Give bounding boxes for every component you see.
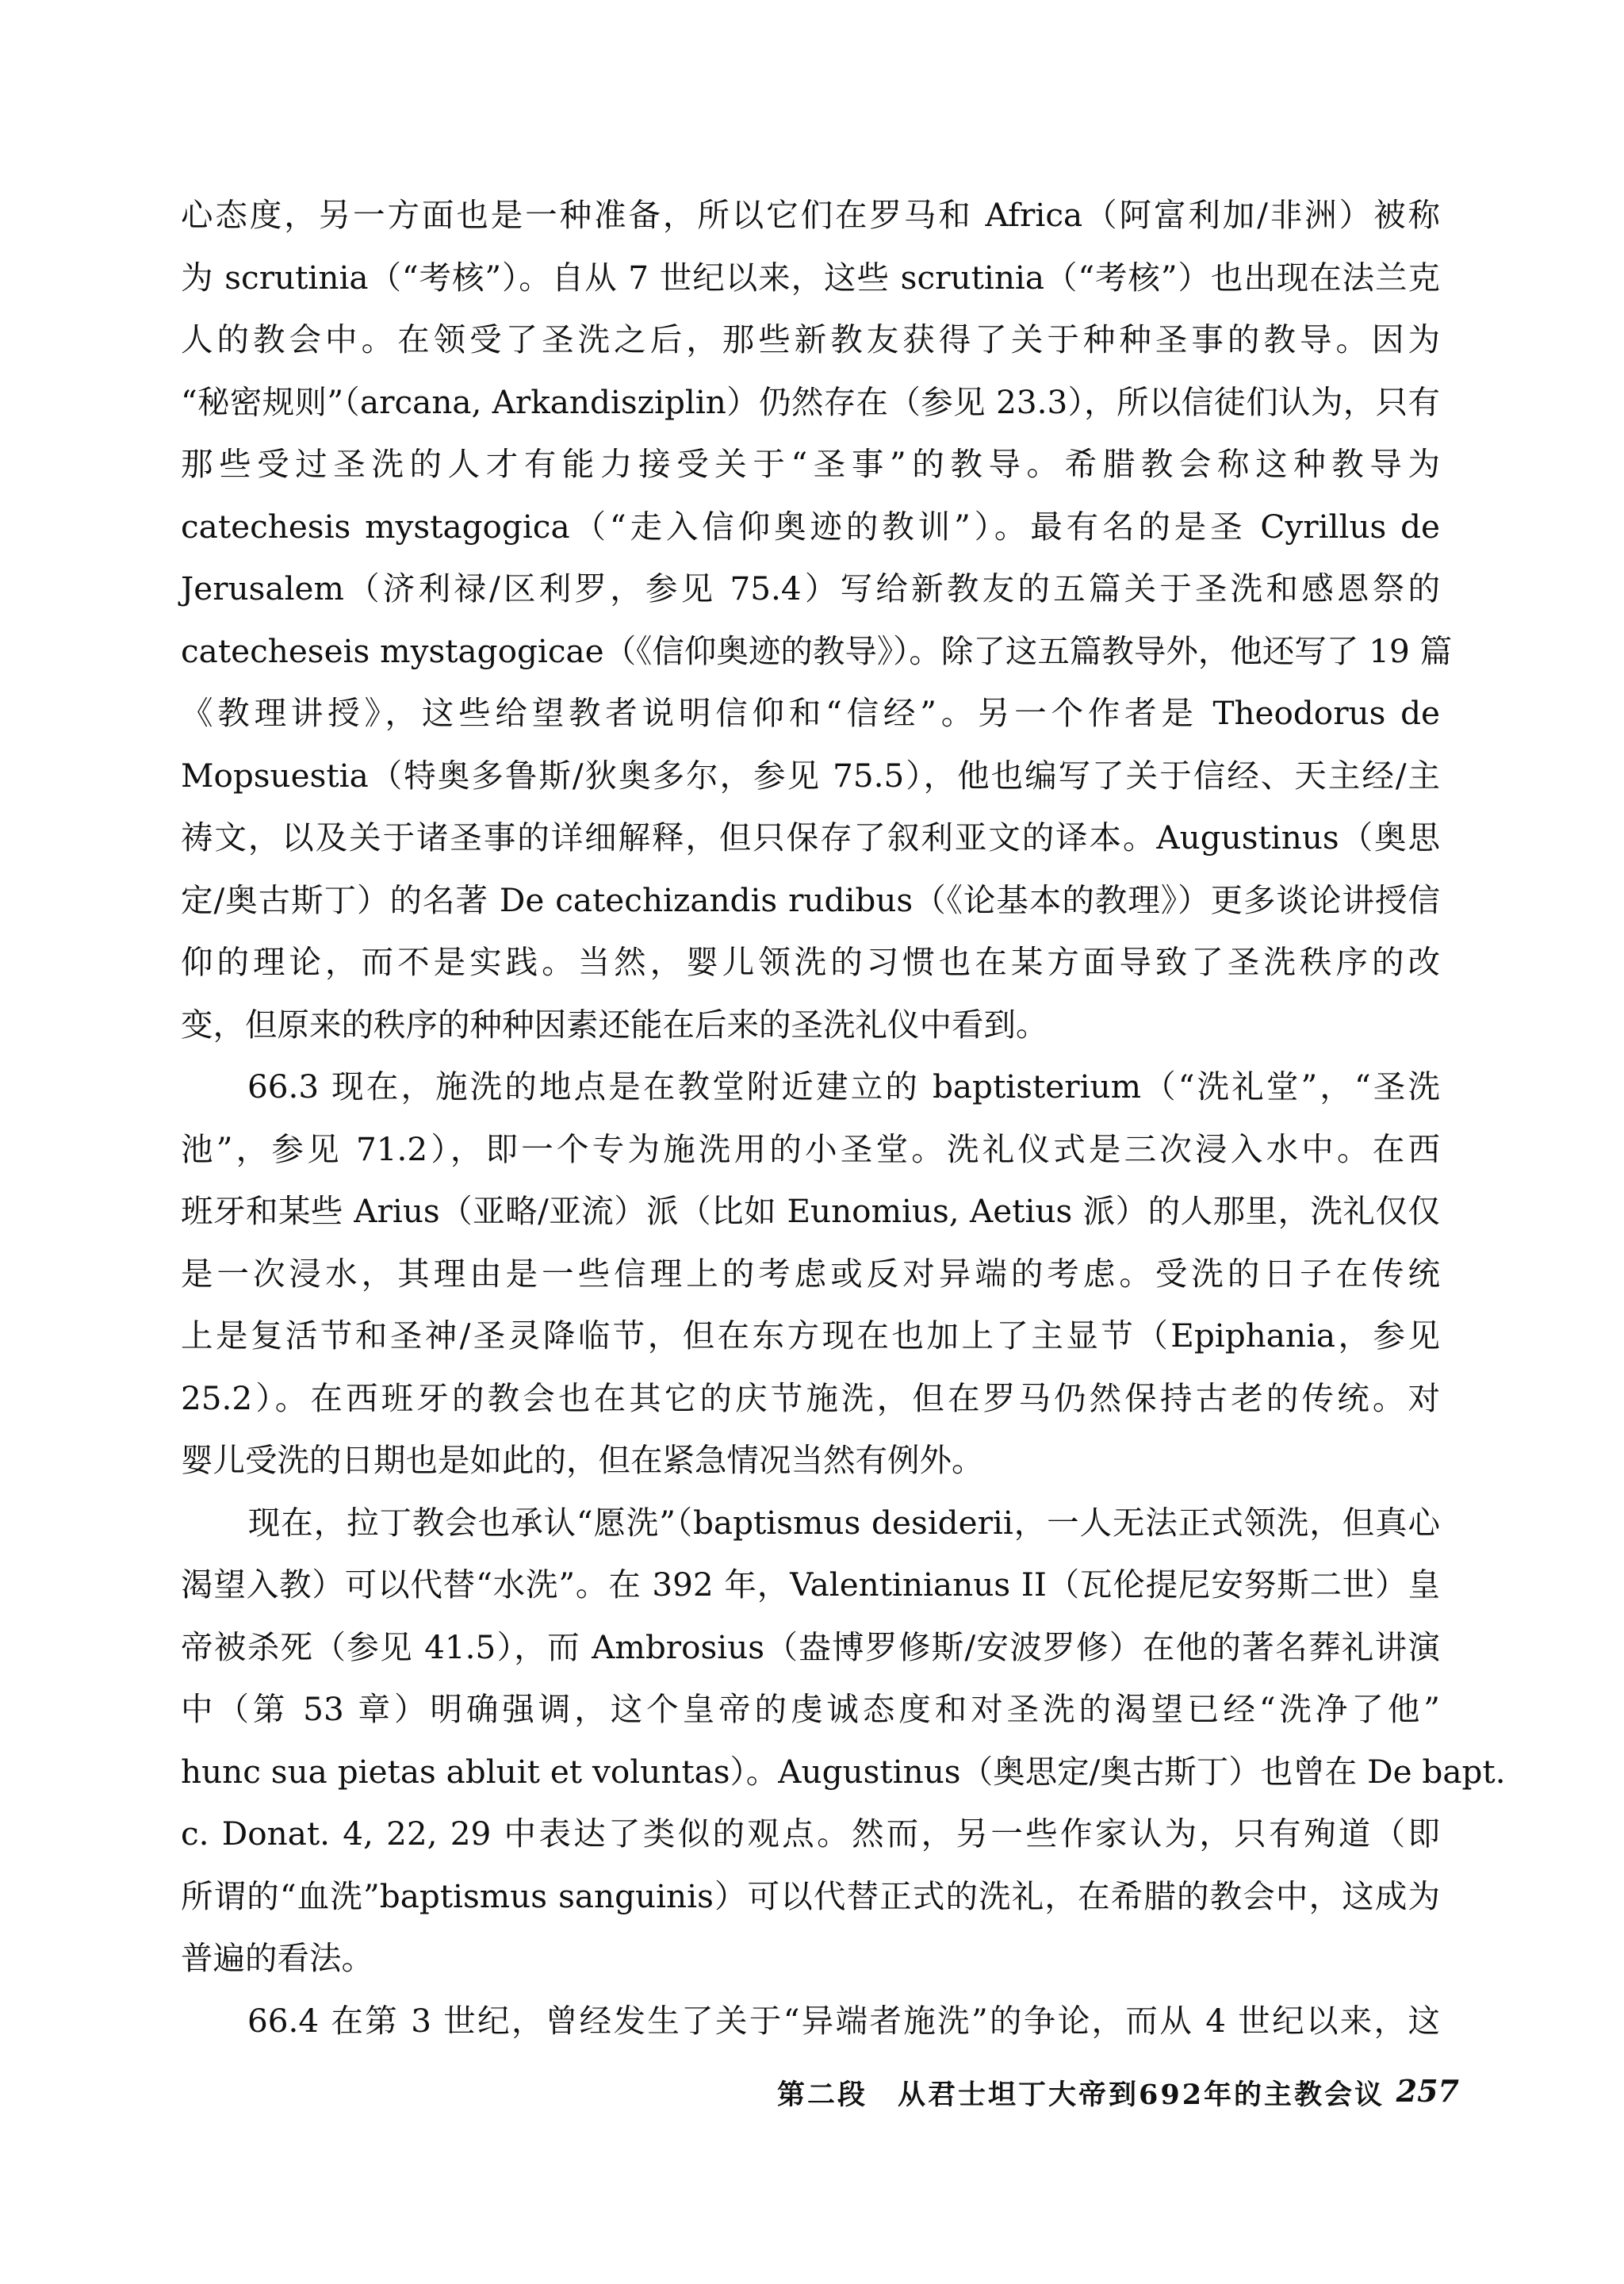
paragraph-catechesis xyxy=(181,184,1453,1056)
paragraph-66-3 xyxy=(181,1056,1440,1492)
text-line: 为 scrutinia（“考核”）。自从 7 世纪以来，这些 scrutinia（“考核”）也出现在法兰克 xyxy=(181,258,1440,297)
text-line xyxy=(181,1990,1440,2052)
text-line xyxy=(181,1056,1440,1118)
text-line-content: 66.3 现在，施洗的地点是在教堂附近建立的 baptisterium（“洗礼堂”，“圣洗 xyxy=(247,1067,1440,1106)
text-line: 帝被杀死（参见 41.5），而 Ambrosius（盎博罗修斯/安波罗修）在他的著名葬礼讲演 xyxy=(181,1627,1440,1666)
text-line: c. Donat. 4, 22, 29 中表达了类似的观点。然而，另一些作家认为，只有殉道（即 xyxy=(181,1815,1440,1853)
text-line: 定/奥古斯丁）的名著 De catechizandis rudibus（《论基本的教理》）更多谈论讲授信 xyxy=(181,880,1440,919)
text-line: 25.2）。在西班牙的教会也在其它的庆节施洗，但在罗马仍然保持古老的传统。对 xyxy=(181,1378,1440,1417)
text-line: Mopsuestia（特奥多鲁斯/狄奥多尔，参见 75.5），他也编写了关于信经、天主经/主 xyxy=(181,756,1440,795)
running-footer-section-title: 第二段 从君士坦丁大帝到692年的主教会议 xyxy=(777,2079,1385,2111)
text-line xyxy=(181,1492,1440,1554)
text-line: 普遍的看法。 xyxy=(181,1939,373,1977)
page-footer xyxy=(777,2073,1459,2121)
text-line: 祷文，以及关于诸圣事的详细解释，但只保存了叙利亚文的译本。Augustinus（奥思 xyxy=(181,818,1440,856)
text-line: 渴望入教）可以代替“水洗”。在 392 年，Valentinianus II（瓦伦提尼安努斯二世）皇 xyxy=(181,1565,1440,1604)
text-line-content: 现在，拉丁教会也承认“愿洗”（baptismus desiderii，一人无法正式领洗，但真心 xyxy=(247,1503,1440,1542)
text-line: 《教理讲授》，这些给望教者说明信仰和“信经”。另一个作者是 Theodorus de xyxy=(181,694,1440,732)
paragraph-baptismus-desiderii xyxy=(181,1492,1506,1990)
text-line: 中（第 53 章）明确强调，这个皇帝的虔诚态度和对圣洗的渴望已经“洗净了他” xyxy=(181,1690,1440,1728)
text-line: catecheseis mystagogicae（《信仰奥迹的教导》）。除了这五篇教导外，他还写了 19 篇 xyxy=(181,631,1453,670)
text-line-content: 66.4 在第 3 世纪，曾经发生了关于“异端者施洗”的争论，而从 4 世纪以来，这 xyxy=(247,2001,1440,2040)
paragraph-66-4 xyxy=(181,1990,1440,2052)
text-line: Jerusalem（济利禄/区利罗，参见 75.4）写给新教友的五篇关于圣洗和感恩祭的 xyxy=(181,569,1440,607)
text-line: hunc sua pietas abluit et voluntas）。Augustinus（奥思定/奥古斯丁）也曾在 De bapt. xyxy=(181,1752,1506,1791)
text-line: 仰的理论，而不是实践。当然，婴儿领洗的习惯也在某方面导致了圣洗秩序的改 xyxy=(181,943,1440,981)
text-line: 心态度，另一方面也是一种准备，所以它们在罗马和 Africa（阿富利加/非洲）被称 xyxy=(181,196,1440,234)
text-line: 那些受过圣洗的人才有能力接受关于“圣事”的教导。希腊教会称这种教导为 xyxy=(181,445,1440,483)
text-line: 婴儿受洗的日期也是如此的，但在紧急情况当然有例外。 xyxy=(181,1441,984,1479)
text-line: 上是复活节和圣神/圣灵降临节，但在东方现在也加上了主显节（Epiphania，参见 xyxy=(181,1316,1440,1355)
text-line: “秘密规则”（arcana, Arkandisziplin）仍然存在（参见 23.3），所以信徒们认为，只有 xyxy=(181,382,1440,421)
text-line: 是一次浸水，其理由是一些信理上的考虑或反对异端的考虑。受洗的日子在传统 xyxy=(181,1254,1440,1293)
text-line: 班牙和某些 Arius（亚略/亚流）派（比如 Eunomius, Aetius 派）的人那里，洗礼仅仅 xyxy=(181,1192,1440,1230)
body-text xyxy=(181,184,1506,2052)
text-line: catechesis mystagogica（“走入信仰奥迹的教训”）。最有名的是圣 Cyrillus de xyxy=(181,507,1440,546)
text-line: 变，但原来的秩序的种种因素还能在后来的圣洗礼仪中看到。 xyxy=(181,1005,1048,1044)
text-line: 人的教会中。在领受了圣洗之后，那些新教友获得了关于种种圣事的教导。因为 xyxy=(181,320,1440,358)
page-number: 257 xyxy=(1396,2073,1459,2109)
text-line: 所谓的“血洗”baptismus sanguinis）可以代替正式的洗礼，在希腊的教会中，这成为 xyxy=(181,1876,1440,1915)
text-line: 池”，参见 71.2），即一个专为施洗用的小圣堂。洗礼仪式是三次浸入水中。在西 xyxy=(181,1129,1440,1168)
